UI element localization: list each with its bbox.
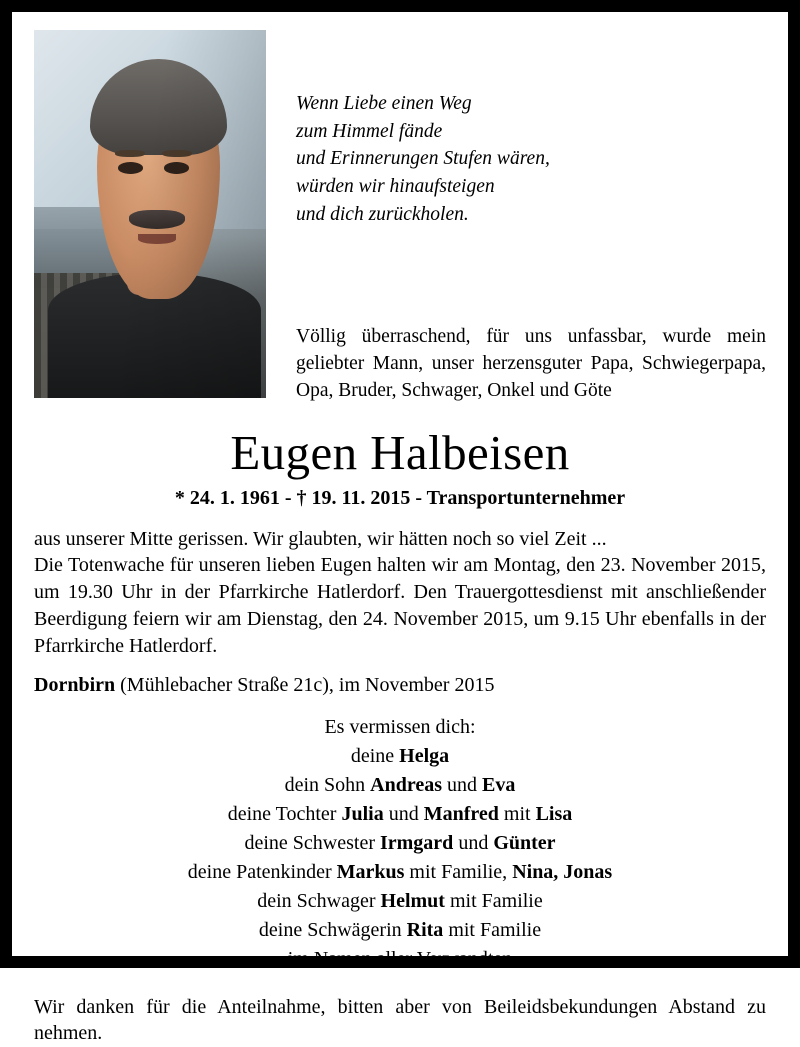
mourner-prefix: deine Schwester	[244, 831, 380, 854]
thanks-note: Wir danken für die Anteilnahme, bitten aber von Beileidsbekundungen Abstand zu nehmen.	[34, 995, 766, 1045]
mourner-prefix: dein Sohn	[284, 773, 371, 796]
place-and-date	[34, 674, 766, 697]
mourner-line-3	[34, 800, 766, 829]
place-town: Dornbirn	[34, 673, 116, 696]
mourner-name: Lisa	[535, 802, 573, 825]
mourner-line-1	[34, 742, 766, 771]
mourner-name: Markus	[336, 860, 405, 883]
poem-line-3: und Erinnerungen Stufen wären,	[296, 148, 550, 170]
deceased-name: Eugen Halbeisen	[230, 425, 570, 481]
poem-line-5: und dich zurückholen.	[296, 203, 469, 225]
mourner-conjunction: mit	[498, 802, 536, 825]
mourner-name: Andreas	[370, 773, 443, 796]
mourner-line-6	[34, 887, 766, 916]
announcement-text	[34, 526, 766, 660]
announcement-paragraph-1: aus unserer Mitte gerissen. Wir glaubten, wir hätten noch so viel Zeit ...	[34, 527, 607, 550]
mourner-name: Irmgard	[379, 831, 454, 854]
mourner-conjunction: mit Familie,	[404, 860, 513, 883]
announcement-paragraph-2: Die Totenwache für unseren lieben Eugen halten wir am Montag, den 23. November 2015, um 19.30 Uhr in der Pfarrkirche Hatlerdorf. Den Trauergottesdienst mit anschließender Beerdigung feiern wir am Dienstag, den 24. November 2015, um 9.15 Uhr ebenfalls in der Pfarrkirche Hatlerdorf.	[34, 554, 766, 657]
photo-eyebrow-right	[162, 150, 192, 157]
mourner-prefix: deine Patenkinder	[187, 860, 337, 883]
mourner-line-8: im Namen aller Verwandten	[287, 947, 513, 970]
mourner-line-5	[34, 858, 766, 887]
mourner-line-4	[34, 829, 766, 858]
place-details: (Mühlebacher Straße 21c), im November 2015	[115, 673, 495, 696]
header-area	[34, 30, 766, 405]
mourner-name: Günter	[493, 831, 556, 854]
photo-moustache	[129, 210, 185, 228]
mourners-heading: Es vermissen dich:	[324, 715, 476, 738]
mourner-suffix: mit Familie	[444, 889, 543, 912]
mourner-line-2	[34, 771, 766, 800]
intro-paragraph: Völlig überraschend, für uns unfassbar, wurde mein geliebter Mann, unser herzensguter Papa, Schwiegerpapa, Opa, Bruder, Schwager, Onkel und Göte	[296, 326, 766, 402]
deceased-dates: * 24. 1. 1961 - † 19. 11. 2015 - Transportunternehmer	[174, 486, 626, 509]
mourner-name: Helga	[399, 744, 450, 767]
mourner-name: Eva	[482, 773, 516, 796]
mourner-line-7	[34, 916, 766, 945]
photo-eyebrow-left	[115, 150, 145, 157]
mourner-conjunction: und	[383, 802, 424, 825]
portrait-container	[34, 30, 266, 398]
mourner-prefix: deine	[350, 744, 400, 767]
poem-line-1: Wenn Liebe einen Weg	[296, 93, 472, 114]
mourners-block	[34, 713, 766, 974]
mourner-name: Helmut	[380, 889, 445, 912]
mourner-prefix: deine Tochter	[227, 802, 342, 825]
poem-line-2: zum Himmel fände	[296, 120, 443, 142]
mourner-name: Rita	[406, 918, 444, 941]
photo-mouth	[138, 234, 175, 244]
mourner-suffix: mit Familie	[443, 918, 542, 941]
poem-and-intro-column	[266, 30, 766, 405]
poem-line-4: würden wir hinaufsteigen	[296, 176, 495, 198]
mourner-conjunction: und	[442, 773, 483, 796]
mourner-name: Manfred	[423, 802, 499, 825]
deceased-photo	[34, 30, 266, 398]
mourner-name: Nina, Jonas	[512, 860, 613, 883]
mourner-prefix: deine Schwägerin	[258, 918, 407, 941]
mourner-name: Julia	[341, 802, 384, 825]
mourner-prefix: dein Schwager	[257, 889, 381, 912]
mourner-conjunction: und	[453, 831, 494, 854]
memorial-poem	[296, 90, 766, 228]
